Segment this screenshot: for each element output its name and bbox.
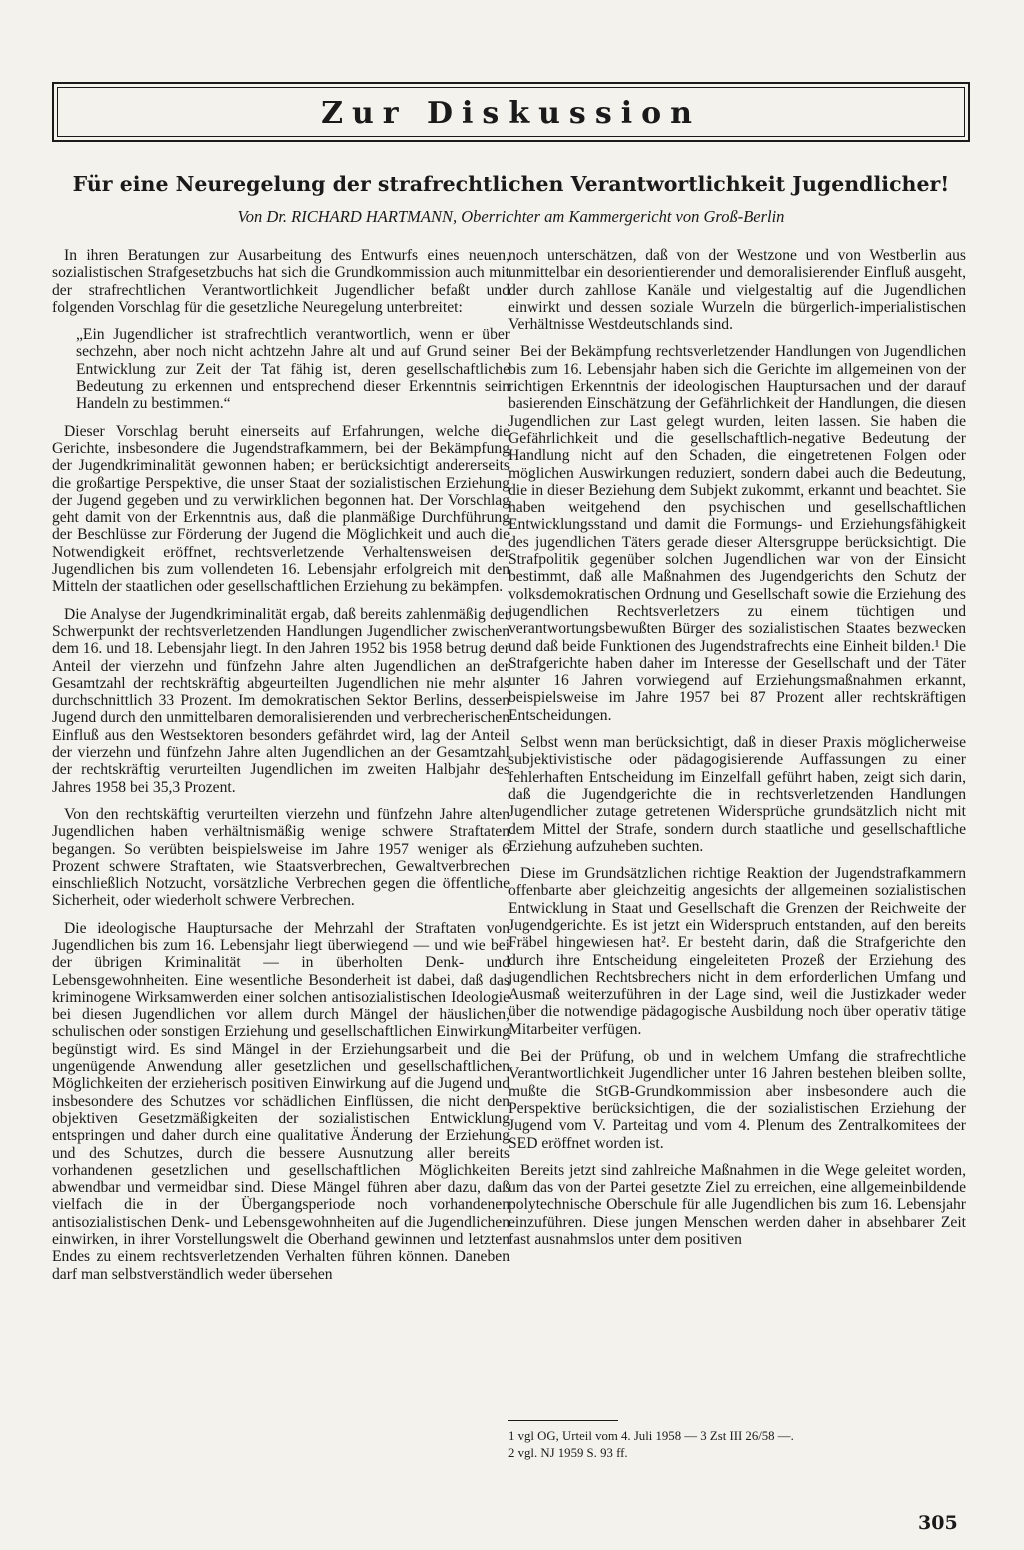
paragraph: Die Analyse der Jugendkriminalität ergab, daß bereits zahlenmäßig der Schwerpunkt der rechtsverletzenden Handlungen Jugendlicher zwischen dem 16. und 18. Lebensjahr liegt. In den Jahren 1952 bis 1958 betrug der Anteil der vierzehn und fünfzehn Jahre alten Jugendlichen an der Gesamtzahl der rechtskräftig abgeurteilten Jugendlichen nie mehr als durchschnittlich 33 Prozent. Im demokratischen Sektor Berlins, dessen Jugend durch den unmittelbaren demoralisierenden und verbrecherischen Einfluß aus den Westsektoren besonders gefährdet wird, lag der Anteil der vierzehn und fünfzehn Jahre alten Jugendlichen an der Gesamtzahl der rechtskräftig verurteilten Jugendlichen im zweiten Halbjahr des Jahres 1958 bei 35,3 Prozent. [52, 605, 510, 796]
paragraph: In ihren Beratungen zur Ausarbeitung des Entwurfs eines neuen, sozialistischen Strafgesetzbuchs hat sich die Grundkommission auch mit der strafrechtlichen Verantwortlichkeit Jugendlicher befaßt und folgenden Vorschlag für die gesetzliche Neuregelung unterbreitet: [52, 247, 510, 316]
footnote-2: 2 vgl. NJ 1959 S. 93 ff. [508, 1446, 628, 1460]
section-header-box [52, 82, 970, 142]
paragraph: Bei der Bekämpfung rechtsverletzender Handlungen von Jugendlichen bis zum 16. Lebensjahr haben sich die Gerichte im allgemeinen von der richtigen Erkenntnis der ideologischen Hauptursachen und der darauf basierenden Einschätzung der Gefährlichkeit der Handlungen, die diesen Jugendlichen zur Last gelegt wurden, leiten lassen. Sie haben die Gefährlichkeit und die gesellschaftlich-negative Bedeutung der Handlung nicht auf den Schaden, die eingetretenen Folgen oder möglichen Auswirkungen reduziert, sondern dabei auch die Bedeutung, die in dieser Beziehung dem Subjekt zukommt, erkannt und beachtet. Sie haben weitgehend den psychischen und gesellschaftlichen Entwicklungsstand und damit die Formungs- und Erziehungsfähigkeit des jugendlichen Täters gerade dieser Altersgruppe berücksichtigt. Die Strafpolitik gegenüber solchen Jugendlichen war von der Einsicht bestimmt, daß alle Maßnahmen des Jugendgerichts den Schutz der volksdemokratischen Ordnung und Gesellschaft sowie die Erziehung des jugendlichen Rechtsverletzers zu einem tüchtigen und verantwortungsbewußten Bürger des sozialistischen Staates bezwecken und daß beide Funktionen des Jugendstrafrechts eine Einheit bilden.¹ Die Strafgerichte haben daher im Interesse der Gesellschaft und der Täter unter 16 Jahren vorwiegend auf Erziehungsmaßnahmen erkannt, beispielsweise im Jahre 1957 bei 87 Prozent aller rechtskräftigen Entscheidungen. [508, 343, 966, 724]
paragraph: Bereits jetzt sind zahlreiche Maßnahmen in die Wege geleitet worden, um das von der Partei gesetzte Ziel zu erreichen, eine allgemeinbildende polytechnische Oberschule für alle Jugendlichen bis zum 16. Lebensjahr einzuführen. Diese jungen Menschen werden daher in absehbarer Zeit fast ausnahmslos unter dem positiven [508, 1161, 966, 1249]
paragraph: noch unterschätzen, daß von der Westzone und von Westberlin aus unmittelbar ein desorientierender und demoralisierender Einfluß ausgeht, der durch zahllose Kanäle und vielgestaltig auf die Jugendlichen einwirkt und dessen soziale Wurzeln die bürgerlich-imperialistischen Verhältnisse Westdeutschlands sind. [508, 247, 966, 334]
footnote-divider [508, 1420, 618, 1421]
article-byline: Von Dr. RICHARD HARTMANN, Oberrichter am Kammergericht von Groß-Berlin [237, 207, 785, 226]
article-title: Für eine Neuregelung der strafrechtlichen Verantwortlichkeit Jugendlicher! [72, 172, 950, 196]
paragraph: Diese im Grundsätzlichen richtige Reaktion der Jugendstrafkammern offenbarte aber gleichzeitig angesichts der allgemeinen sozialistischen Entwicklung in Staat und Gesellschaft die Grenzen der Reichweite der Jugendgerichte. Es ist jetzt ein Widerspruch entstanden, auf den bereits Fräbel hingewiesen hat². Er besteht darin, daß die Strafgerichte den durch ihre Entscheidung eingeleiteten Prozeß der Erziehung des jugendlichen Rechtsbrechers nicht in dem erforderlichen Umfang und Ausmaß weiterzuführen in der Lage sind, weil die Justizkader weder über die notwendige pädagogische Ausbildung noch über operativ tätige Mitarbeiter verfügen. [508, 865, 966, 1038]
quote-paragraph: „Ein Jugendlicher ist strafrechtlich verantwortlich, wenn er über sechzehn, aber noch nicht achtzehn Jahre alt und auf Grund seiner Entwicklung zur Zeit der Tat fähig ist, deren gesellschaftliche Bedeutung zu erkennen und entsprechend dieser Erkenntnis sein Handeln zu bestimmen.“ [76, 326, 510, 413]
left-column [52, 247, 510, 1293]
paragraph: Die ideologische Hauptursache der Mehrzahl der Straftaten von Jugendlichen bis zum 16. Lebensjahr liegt überwiegend — und wie bei der übrigen Kriminalität — in überholten Denk- und Lebensgewohnheiten. Eine wesentliche Besonderheit ist dabei, daß das kriminogene Wirksamwerden einer solchen antisozialistischen Ideologie bei diesen Jugendlichen vor allem durch Mängel der häuslichen, schulischen oder sonstigen Erziehung und gesellschaftlichen Einwirkung begünstigt wird. Es sind Mängel in der Erziehungsarbeit und die ungenügende Anwendung aller gesetzlichen und gesellschaftlichen Möglichkeiten der erzieherisch positiven Einwirkung auf die Jugend und insbesondere des Schutzes vor schädlichen Einflüssen, die nicht den objektiven Gesetzmäßigkeiten der sozialistischen Entwicklung entspringen und daher durch eine qualitative Änderung der Erziehung und des Schutzes, durch die bessere Ausnutzung aller bereits vorhandenen gesetzlichen und gesellschaftlichen Möglichkeiten abwendbar und vermeidbar sind. Diese Mängel führen aber dazu, daß vielfach die in der Übergangsperiode noch vorhandenen antisozialistischen Denk- und Lebensgewohnheiten auf die Jugendlichen einwirken, in ihrer Vorstellungswelt die Oberhand gewinnen und letzten Endes zu einem rechtsverletzenden Verhalten führen können. Daneben darf man selbstverständlich weder übersehen [52, 919, 510, 1283]
paragraph: Selbst wenn man berücksichtigt, daß in dieser Praxis möglicherweise subjektivistische oder pädagogisierende Auffassungen zu einer fehlerhaften Entscheidung im Einzelfall geführt haben, zeigt sich darin, daß die Jugendgerichte die in rechtsverletzenden Handlungen Jugendlicher zutage getretenen Widersprüche grundsätzlich nicht mit dem Mittel der Strafe, sondern durch staatliche und gesellschaftliche Erziehung aufzuheben suchten. [508, 734, 966, 855]
paragraph: Bei der Prüfung, ob und in welchem Umfang die strafrechtliche Verantwortlichkeit Jugendlicher unter 16 Jahren bestehen bleiben sollte, mußte die StGB-Grundkommission aber insbesondere auch die Perspektive berücksichtigen, die der sozialistischen Erziehung der Jugend vom V. Parteitag und vom 4. Plenum des Zentralkomitees der SED eröffnet worden ist. [508, 1048, 966, 1152]
right-column [508, 247, 966, 1258]
paragraph: Dieser Vorschlag beruht einerseits auf Erfahrungen, welche die Gerichte, insbesondere die Jugendstrafkammern, bei der Bekämpfung der Jugendkriminalität gewonnen haben; er berücksichtigt andererseits die großartige Perspektive, die unser Staat der sozialistischen Erziehung der Jugend gegeben und zu verwirklichen begonnen hat. Der Vorschlag geht damit von der Erkenntnis aus, daß die planmäßige Durchführung der Beschlüsse zur Förderung der Jugend die Möglichkeit und auch die Notwendigkeit eröffnet, rechtsverletzende Verhaltensweisen der Jugendlichen bis zum vollendeten 16. Lebensjahr erfolgreich mit den Mitteln der staatlichen oder gesellschaftlichen Erziehung zu bekämpfen. [52, 422, 510, 596]
section-title: Zur Diskussion [321, 96, 701, 131]
footnote-1: 1 vgl OG, Urteil vom 4. Juli 1958 — 3 Zst III 26/58 —. [508, 1429, 794, 1443]
page-number: 305 [918, 1512, 958, 1534]
paragraph: Von den rechtskäftig verurteilten vierzehn und fünfzehn Jahre alten Jugendlichen haben verhältnismäßig wenige schwere Straftaten begangen. So verübten beispielsweise im Jahre 1957 weniger als 6 Prozent schwere Straftaten, wie Staatsverbrechen, Gewaltverbrechen einschließlich Notzucht, vorsätzliche Verbrechen gegen die öffentliche Sicherheit, oder wiederholt schwere Verbrechen. [52, 805, 510, 910]
footnotes [508, 1428, 966, 1462]
